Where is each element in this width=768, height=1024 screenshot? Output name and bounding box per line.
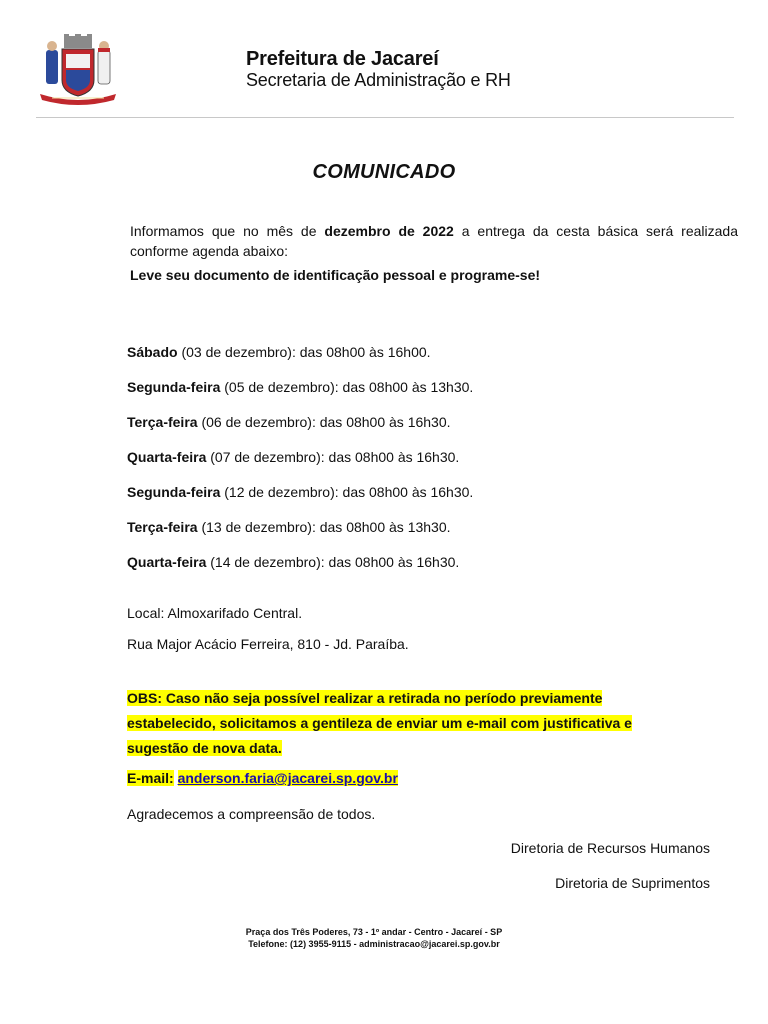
schedule-list (127, 342, 527, 587)
email-line (127, 768, 398, 788)
intro-text-after: a entrega da cesta básica será realizada conforme agenda abaixo: (130, 223, 739, 259)
letterhead-text (246, 48, 511, 90)
schedule-item (127, 482, 527, 517)
obs-line-3: sugestão de nova data. (127, 740, 282, 756)
obs-line-1: OBS: Caso não seja possível realizar a retirada no período previamente (127, 690, 603, 706)
intro-month: dezembro de 2022 (324, 223, 454, 239)
email-link[interactable]: anderson.faria@jacarei.sp.gov.br (177, 770, 398, 786)
schedule-day: Quarta-feira (127, 554, 207, 570)
intro-emphasis: Leve seu documento de identificação pessoal e programe-se! (130, 267, 541, 283)
schedule-details: (05 de dezembro): das 08h00 às 13h30. (220, 379, 474, 395)
schedule-details: (12 de dezembro): das 08h00 às 16h30. (220, 484, 474, 500)
footer-phone: Telefone: (12) 3955-9115 - administracao@jacarei.sp.gov.br (248, 939, 500, 949)
letterhead (36, 30, 734, 118)
city-hall-title: Prefeitura de Jacareí (246, 48, 439, 70)
location-address: Rua Major Acácio Ferreira, 810 - Jd. Paraíba. (127, 636, 409, 652)
schedule-day: Segunda-feira (127, 484, 221, 500)
intro-text-before: Informamos que no mês de (130, 223, 325, 239)
schedule-day: Segunda-feira (127, 379, 221, 395)
schedule-item (127, 517, 527, 552)
schedule-details: (13 de dezembro): das 08h00 às 13h30. (197, 519, 451, 535)
schedule-details: (07 de dezembro): das 08h00 às 16h30. (206, 449, 460, 465)
schedule-item (127, 377, 527, 412)
intro-section (130, 221, 738, 285)
schedule-details: (14 de dezembro): das 08h00 às 16h30. (206, 554, 460, 570)
schedule-details: (03 de dezembro): das 08h00 às 16h00. (177, 344, 431, 360)
location-name: Local: Almoxarifado Central. (127, 605, 303, 621)
schedule-item (127, 552, 527, 587)
schedule-details: (06 de dezembro): das 08h00 às 16h30. (197, 414, 451, 430)
schedule-day: Sábado (127, 344, 178, 360)
thanks-text: Agradecemos a compreensão de todos. (127, 806, 376, 822)
jacarei-coat-of-arms-icon (38, 34, 118, 106)
document-title: COMUNICADO (312, 161, 456, 183)
schedule-day: Terça-feira (127, 519, 198, 535)
schedule-item (127, 447, 527, 482)
email-label: E-mail: (127, 770, 174, 786)
schedule-item (127, 342, 527, 377)
signature-hr: Diretoria de Recursos Humanos (510, 840, 710, 856)
footer-address: Praça dos Três Poderes, 73 - 1º andar - Centro - Jacareí - SP (245, 927, 503, 937)
schedule-item (127, 412, 527, 447)
observation-note (127, 686, 711, 761)
page-footer (0, 926, 748, 950)
intro-paragraph (130, 221, 738, 261)
location-section (127, 603, 409, 665)
department-subtitle: Secretaria de Administração e RH (246, 70, 511, 90)
obs-line-2: estabelecido, solicitamos a gentileza de enviar um e-mail com justificativa e (127, 715, 632, 731)
schedule-day: Quarta-feira (127, 449, 207, 465)
signature-supplies: Diretoria de Suprimentos (555, 875, 710, 891)
schedule-day: Terça-feira (127, 414, 198, 430)
header-divider (36, 117, 734, 118)
